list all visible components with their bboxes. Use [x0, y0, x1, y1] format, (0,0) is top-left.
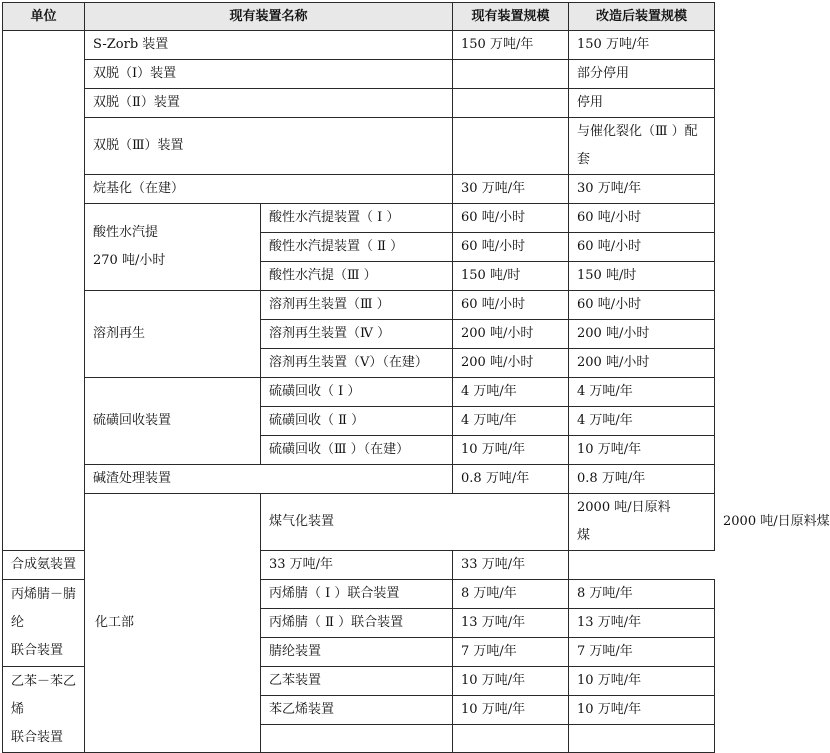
- current-scale: 13 万吨/年: [453, 609, 569, 638]
- device-name: 烷基化（在建）: [85, 175, 453, 204]
- current-scale: 4 万吨/年: [453, 378, 569, 407]
- table-row: [3, 89, 715, 118]
- new-scale: 150 万吨/年: [569, 31, 715, 60]
- table-row: [3, 378, 715, 407]
- unit-cell-chemical: 化工部: [85, 494, 261, 753]
- new-scale: 部分停用: [569, 60, 715, 89]
- device-name: 酸性水汽提（Ⅲ ）: [261, 262, 453, 291]
- table-row: [3, 551, 715, 580]
- new-scale: [569, 725, 715, 753]
- device-name: 溶剂再生装置（Ⅴ）（在建）: [261, 349, 453, 378]
- device-name: 丙烯腈（ Ⅰ ）联合装置: [261, 580, 453, 609]
- device-name: 硫磺回收（ Ⅰ ）: [261, 378, 453, 407]
- current-scale: 200 吨/小时: [453, 349, 569, 378]
- device-name: 酸性水汽提装置（ Ⅱ ）: [261, 233, 453, 262]
- device-name: 碱渣处理装置: [85, 465, 453, 494]
- group-label: 硫磺回收装置: [85, 378, 261, 465]
- device-name: 溶剂再生装置（Ⅲ ）: [261, 291, 453, 320]
- group-label-line: 丙烯腈－腈纶: [11, 587, 77, 630]
- new-scale: 33 万吨/年: [453, 551, 569, 580]
- current-scale: 10 万吨/年: [453, 667, 569, 696]
- new-scale: 0.8 万吨/年: [569, 465, 715, 494]
- group-label: [85, 204, 261, 291]
- device-name: 苯乙烯装置: [261, 696, 453, 725]
- new-scale: 10 万吨/年: [569, 696, 715, 725]
- header-current-scale: 现有装置规模: [453, 3, 569, 31]
- group-label: [3, 667, 85, 753]
- new-scale: 200 吨/小时: [569, 349, 715, 378]
- table-row: [3, 118, 715, 175]
- device-name: 双脱（Ⅲ）装置: [85, 118, 453, 175]
- table-row: [3, 465, 715, 494]
- group-label-line: 联合装置: [11, 729, 64, 745]
- device-name: [261, 725, 453, 753]
- header-new-scale: 改造后装置规模: [569, 3, 715, 31]
- unit-cell-blank: [3, 31, 85, 551]
- new-scale: 200 吨/小时: [569, 320, 715, 349]
- new-scale: 60 吨/小时: [569, 233, 715, 262]
- group-label: [3, 580, 85, 667]
- table-row: [3, 175, 715, 204]
- header-unit: 单位: [3, 3, 85, 31]
- new-scale: 4 万吨/年: [569, 407, 715, 436]
- device-name: 乙苯装置: [261, 667, 453, 696]
- current-scale: [569, 494, 715, 551]
- new-scale: 4 万吨/年: [569, 378, 715, 407]
- table-row: [3, 31, 715, 60]
- device-name: 煤气化装置: [261, 494, 569, 551]
- current-scale: 33 万吨/年: [261, 551, 453, 580]
- current-scale: 10 万吨/年: [453, 696, 569, 725]
- device-name: 酸性水汽提装置（ Ⅰ ）: [261, 204, 453, 233]
- new-scale-line: 套: [577, 152, 591, 167]
- table-row: [3, 60, 715, 89]
- new-scale: 10 万吨/年: [569, 667, 715, 696]
- table-row: [3, 204, 715, 233]
- group-label-line: 联合装置: [11, 643, 64, 658]
- current-scale: 0.8 万吨/年: [453, 465, 569, 494]
- device-name: 硫磺回收（Ⅲ ）（在建）: [261, 436, 453, 465]
- current-scale: 150 吨/时: [453, 262, 569, 291]
- device-name: 腈纶装置: [261, 638, 453, 667]
- group-label: 溶剂再生: [85, 291, 261, 378]
- new-scale-line: 与催化裂化（Ⅲ ）配: [577, 124, 698, 139]
- new-scale: 30 万吨/年: [569, 175, 715, 204]
- new-scale: 60 吨/小时: [569, 291, 715, 320]
- current-scale: 200 吨/小时: [453, 320, 569, 349]
- current-scale: 7 万吨/年: [453, 638, 569, 667]
- new-scale: 7 万吨/年: [569, 638, 715, 667]
- current-scale: 10 万吨/年: [453, 436, 569, 465]
- new-scale: 停用: [569, 89, 715, 118]
- current-scale: 30 万吨/年: [453, 175, 569, 204]
- current-scale: 60 吨/小时: [453, 204, 569, 233]
- new-scale: [569, 118, 715, 175]
- current-scale: [453, 118, 569, 175]
- group-label-line: 酸性水汽提: [93, 225, 159, 240]
- current-scale: 60 吨/小时: [453, 233, 569, 262]
- new-scale: 60 吨/小时: [569, 204, 715, 233]
- device-name: 双脱（Ⅰ）装置: [85, 60, 453, 89]
- current-scale: 60 吨/小时: [453, 291, 569, 320]
- current-scale-line: 2000 吨/日原料: [577, 500, 671, 515]
- current-scale: [453, 725, 569, 753]
- header-row: [3, 3, 715, 31]
- current-scale: 150 万吨/年: [453, 31, 569, 60]
- device-name: 硫磺回收（ Ⅱ ）: [261, 407, 453, 436]
- device-name: S-Zorb 装置: [85, 31, 453, 60]
- group-label-line: 乙苯－苯乙烯: [11, 673, 77, 717]
- device-name: 溶剂再生装置（Ⅳ ）: [261, 320, 453, 349]
- table-row: [3, 291, 715, 320]
- device-name: 双脱（Ⅱ）装置: [85, 89, 453, 118]
- table-row: 化工部 煤气化装置 2000 吨/日原料 煤 2000 吨/日原料煤: [3, 494, 715, 551]
- current-scale: [453, 60, 569, 89]
- current-scale: 8 万吨/年: [453, 580, 569, 609]
- new-scale: 10 万吨/年: [569, 436, 715, 465]
- device-name: 丙烯腈（ Ⅱ ）联合装置: [261, 609, 453, 638]
- header-name: 现有装置名称: [85, 3, 453, 31]
- new-scale: 150 吨/时: [569, 262, 715, 291]
- new-scale: 8 万吨/年: [569, 580, 715, 609]
- current-scale: 4 万吨/年: [453, 407, 569, 436]
- current-scale-line: 煤: [577, 528, 591, 543]
- equipment-table: [2, 2, 830, 753]
- current-scale: [453, 89, 569, 118]
- group-label-line: 270 吨/小时: [93, 253, 166, 268]
- device-name: 合成氨装置: [3, 551, 261, 580]
- new-scale: 13 万吨/年: [569, 609, 715, 638]
